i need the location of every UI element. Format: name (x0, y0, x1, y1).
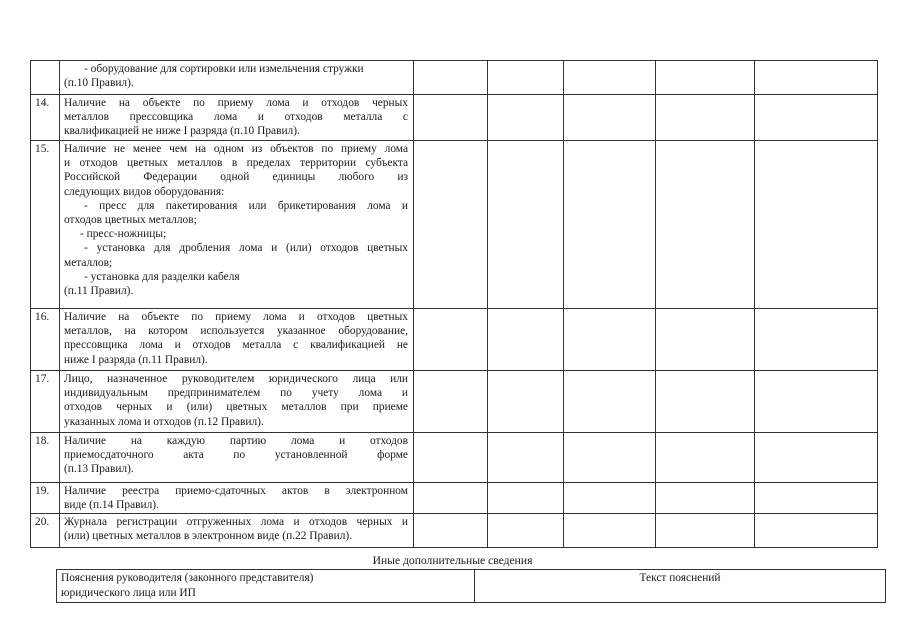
row-number: 14. (31, 95, 60, 141)
checklist-table (30, 60, 878, 548)
requirement-text-line: квалификацией не ниже I разряда (п.10 Правил). (64, 125, 300, 138)
table-row (31, 309, 878, 371)
answer-cell (488, 61, 564, 95)
requirement-text-line: - пресс для пакетирования или брикетирования лома и (84, 199, 408, 212)
requirement-text-line: - установка для разделки кабеля (84, 270, 240, 283)
table-row (31, 141, 878, 309)
row-number: 20. (31, 514, 60, 548)
requirement-text-line: (п.11 Правил). (64, 285, 134, 298)
answer-cell (755, 95, 878, 141)
requirement-text-line: металлов прессовщика лома и отходов металла с (64, 111, 408, 124)
answer-cell (656, 309, 755, 371)
answer-cell (755, 141, 878, 309)
table-row (31, 371, 878, 433)
requirement-text-line: Российской Федерации одной единицы любого из (64, 171, 408, 184)
answer-cell (656, 95, 755, 141)
requirement-text-line: и отходов цветных металлов в пределах территории субъекта (64, 157, 408, 170)
explanations-table (56, 569, 886, 603)
answer-cell (488, 483, 564, 514)
requirement-text-line: - оборудование для сортировки или измельчения стружки (84, 63, 364, 75)
requirement-text-line: указанных лома и отходов (п.12 Правил). (64, 415, 264, 428)
requirement-text-line: отходов цветных металлов; (64, 214, 197, 227)
answer-cell (564, 95, 656, 141)
requirement-text-line: (п.10 Правил). (64, 77, 134, 90)
answer-cell (488, 433, 564, 483)
requirement-text-line: (п.13 Правил). (64, 463, 134, 476)
answer-cell (564, 141, 656, 309)
manager-explanations-header-line1: Пояснения руководителя (законного представителя) (61, 572, 314, 584)
row-number: 16. (31, 309, 60, 371)
row-number: 18. (31, 433, 60, 483)
answer-cell (414, 433, 488, 483)
answer-cell (755, 514, 878, 548)
additional-info-caption: Иные дополнительные сведения (372, 554, 533, 567)
requirement-text-line: - установка для дробления лома и (или) отходов цветных (84, 242, 408, 255)
requirement-description (60, 514, 414, 548)
table-row (31, 433, 878, 483)
explanation-text-header: Текст пояснений (475, 570, 886, 603)
answer-cell (488, 371, 564, 433)
requirement-text-line: следующих видов оборудования: (64, 185, 225, 198)
requirement-description (60, 95, 414, 141)
requirement-text-line: прессовщика лома и отходов металла с квалификацией не (64, 339, 408, 352)
requirement-text-line: Наличие не менее чем на одном из объектов по приему лома (64, 143, 408, 155)
requirement-text-line: Журнала регистрации отгруженных лома и отходов черных и (64, 516, 408, 528)
requirement-text-line: отходов черных и (или) цветных металлов при приеме (64, 401, 408, 414)
answer-cell (414, 95, 488, 141)
requirement-description (60, 61, 414, 95)
requirement-text-line: индивидуальным предпринимателем по учету лома и (64, 387, 408, 400)
answer-cell (414, 371, 488, 433)
answer-cell (755, 371, 878, 433)
table-row (31, 61, 878, 95)
requirement-text-line: Наличие на объекте по приему лома и отходов цветных (64, 311, 408, 323)
requirement-text-line: виде (п.14 Правил). (64, 499, 159, 512)
requirement-text-line: металлов, на котором используется указанное оборудование, (64, 325, 408, 338)
answer-cell (755, 483, 878, 514)
table-row (31, 95, 878, 141)
requirement-text-line: Наличие на объекте по приему лома и отходов черных (64, 97, 408, 109)
requirement-description (60, 371, 414, 433)
requirement-text-line: - пресс-ножницы; (80, 228, 167, 241)
table-row (31, 483, 878, 514)
answer-cell (414, 514, 488, 548)
requirement-text-line: Лицо, назначенное руководителем юридического лица или (64, 373, 408, 385)
answer-cell (564, 371, 656, 433)
answer-cell (564, 61, 656, 95)
answer-cell (564, 483, 656, 514)
manager-explanations-header (57, 570, 475, 603)
answer-cell (488, 514, 564, 548)
answer-cell (656, 483, 755, 514)
requirement-text-line: (или) цветных металлов в электронном виде (п.22 Правил). (64, 530, 353, 543)
requirement-description (60, 141, 414, 309)
answer-cell (488, 141, 564, 309)
row-number: 19. (31, 483, 60, 514)
requirement-text-line: ниже I разряда (п.11 Правил). (64, 353, 208, 366)
requirement-description (60, 309, 414, 371)
answer-cell (656, 61, 755, 95)
requirement-description (60, 483, 414, 514)
answer-cell (656, 371, 755, 433)
answer-cell (414, 309, 488, 371)
answer-cell (755, 61, 878, 95)
answer-cell (755, 433, 878, 483)
answer-cell (414, 141, 488, 309)
row-number: 15. (31, 141, 60, 309)
manager-explanations-header-line2: юридического лица или ИП (61, 586, 196, 599)
row-number: 17. (31, 371, 60, 433)
answer-cell (414, 61, 488, 95)
answer-cell (656, 433, 755, 483)
answer-cell (656, 141, 755, 309)
requirement-text-line: Наличие реестра приемо-сдаточных актов в электронном (64, 485, 408, 497)
answer-cell (656, 514, 755, 548)
requirement-text-line: металлов; (64, 256, 113, 269)
table-row (31, 514, 878, 548)
requirement-description (60, 433, 414, 483)
answer-cell (564, 309, 656, 371)
answer-cell (564, 433, 656, 483)
requirement-text-line: приемосдаточного акта по установленной форме (64, 449, 408, 462)
requirement-text-line: Наличие на каждую партию лома и отходов (64, 435, 408, 447)
answer-cell (488, 95, 564, 141)
answer-cell (564, 514, 656, 548)
answer-cell (755, 309, 878, 371)
answer-cell (414, 483, 488, 514)
answer-cell (488, 309, 564, 371)
row-number (31, 61, 60, 95)
